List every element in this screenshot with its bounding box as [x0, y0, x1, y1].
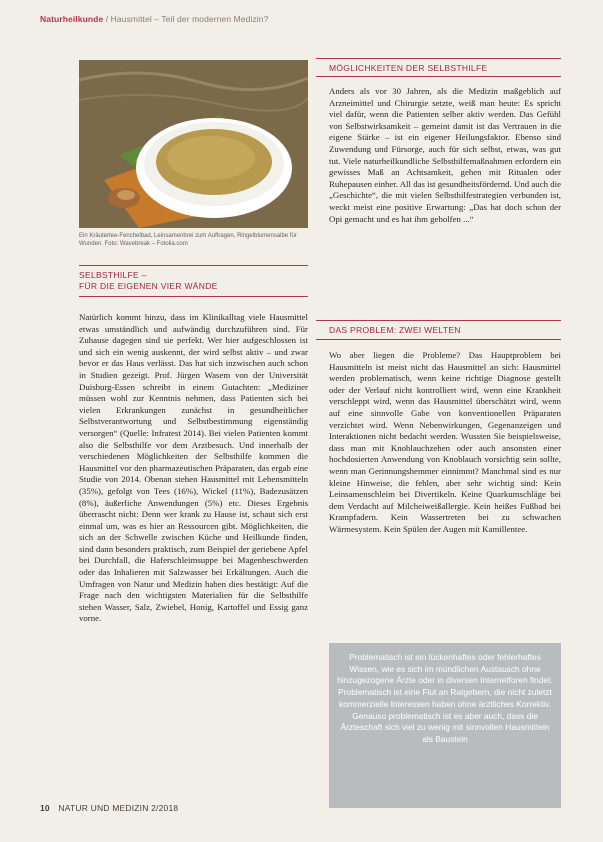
right-heading1-rule-top	[316, 58, 561, 59]
right-heading-1: MÖGLICHKEITEN DER SELBSTHILFE	[329, 63, 488, 73]
left-heading	[79, 270, 308, 292]
right-column-text-1	[329, 86, 561, 225]
left-heading-rule-top	[79, 265, 308, 266]
photo-caption: Ein Kräutertee-Fenchelbad, Leinsamenbrei zum Auftragen, Ringelblumensalbe für Wunden. Foto: Wavebreak – Fotolia.com	[79, 233, 297, 247]
magazine-issue: NATUR UND MEDIZIN 2/2018	[58, 803, 179, 813]
right-heading1-rule-bottom	[316, 76, 561, 77]
photo-illustration	[79, 60, 308, 228]
left-heading-line1: SELBSTHILFE –	[79, 270, 147, 280]
left-column-text	[79, 312, 308, 625]
left-heading-line2: FÜR DIE EIGENEN VIER WÄNDE	[79, 281, 218, 291]
right-heading-2: DAS PROBLEM: ZWEI WELTEN	[329, 325, 461, 335]
highlight-box	[329, 643, 561, 808]
photo-tea-bowl	[79, 60, 308, 228]
header-section: Naturheilkunde	[40, 14, 104, 24]
running-header	[40, 14, 268, 24]
right-body-paragraph-2: Wo aber liegen die Probleme? Das Hauptproblem bei Hausmitteln ist meist nicht das Hausmittel an sich: Hausmittel werden problematisch, wenn keine richtige Diagnose gestellt oder der Verlauf nicht kontrolliert wird, wenn eine Krankheit verschleppt wird, wenn das Hausmittel überschätzt wird, wenn auf eine sinnvolle Gabe von konventionellen Präparaten verzichtet wird. Wenn Nebenwirkungen, Gegenanzeigen und Interaktionen nicht bedacht werden. Wussten Sie beispielsweise, dass man mit Knoblauchzehen oder auch ansonsten einer hochdosierten Anwendung von Knoblauch vorsichtig sein sollte, wenn man Gerinnungshemmer einnimmt? Manchmal sind es nur kleine Hinweise, die fehlen, aber sehr wichtig sind: Kein Leinsamenschleim bei Divertikeln. Keine Quarkumschläge bei dem Verdacht auf Milcheiweißallergie. Kein heißes Fußbad bei Krampfadern. Kein Wassertreten bei zu schwachen Wärmesystem. Kein Spülen der Augen mit Kamillentee.	[329, 350, 561, 534]
right-heading2-rule-top	[316, 320, 561, 321]
left-heading-rule-bottom	[79, 296, 308, 297]
highlight-box-text: Problematisch ist ein lückenhaftes oder fehlerhaftes Wissen, wie es sich im mündlichen Austausch ohne hinzugezogene Ärzte oder in diversen Internetforen findet. Problematisch ist eine Flut an Ratgebern, die nicht zuletzt kommerzielle Interessen haben ohne ärztliches Korrektiv. Genauso problematisch ist es aber auch, dass die Ärzteschaft sich viel zu wenig mit sinnvollen Hausmitteln als Baustein	[337, 652, 553, 744]
right-column-text-2	[329, 350, 561, 536]
page-number: 10	[40, 803, 50, 813]
header-title: / Hausmittel – Teil der modernen Medizin?	[105, 14, 269, 24]
right-body-paragraph-1: Anders als vor 30 Jahren, als die Medizin maßgeblich auf Arzneimittel und Chirurgie setzte, weiß man heute: Es spricht viel dafür, wenn die Patienten selber aktiv werden. Das Gefühl von Selbstwirksamkeit – gemeint damit ist das Vertrauen in die eigene Stärke – ist ein eigener Heilungsfaktor. Ebenso sind Zuwendung und Fürsorge, auch für sich selbst, etwas, was gut tut. Viele naturheilkundliche Selbsthilfemaßnahmen erfordern ein gewisses Maß an Achtsamkeit, gehen mit Ritualen oder Ruhepausen einher. All das ist gesundheitsfördernd. Und auch die „Geschichte“, die mit vielen Selbsthilfestrategien verbunden ist, weckt meist eine positive Erwartung: „Das hat doch schon der Opi gemacht und es hat ihm geholfen ...“	[329, 86, 561, 224]
page-footer	[40, 803, 178, 813]
right-heading2-rule-bottom	[316, 339, 561, 340]
left-body-paragraph: Natürlich kommt hinzu, dass im Klinikalltag viele Hausmittel etwas umständlich und aufwändig durchzuführen sind. Für Zuhause dagegen sind sie perfekt. Wer hier aufgeschlossen ist und sich ein wenig auskennt, der wird selbst aktiv – und zwar bevor er das Haus verlässt. Das hat sich inzwischen auch schon in Studien gezeigt. Prof. Jürgen Wasem von der Universität Duisburg-Essen schreibt in einem Gutachten: „Mediziner müssen wohl zur Kenntnis nehmen, dass Patienten sich bei vielen Erkrankungen zunächst in gesundheitlicher Selbstverantwortung und Selbstbestimmung eigenständig versorgen“ (Quelle: Infratest 2014). Bei vielen Patienten kommt also die Selbsthilfe vor dem Arztbesuch. Und innerhalb der verschiedenen Möglichkeiten der Selbsthilfe kommen die Hausmittel vor den pharmazeutischen Präparaten, das ergab eine Studie von 2014. Obenan stehen Hausmittel mit Lebensmitteln (35%), gefolgt von Tees (16%), Wickel (11%), Badezusätzen (8%), äußerliche Anwendungen (5%) etc. Dieses Ergebnis überrascht nicht: Denn wer krank zu Hause ist, schaut sich erst einmal um, was es hier an Ressourcen gibt. Möglichkeiten, die sich an der Schwelle zwischen Küche und Heilkunde finden, sind dann besonders praktisch, zum Beispiel der geriebene Apfel bei Durchfall, die Haferschleimsuppe bei Magenbeschwerden oder das Inhalieren mit Salzwasser bei Erkältungen. Auch die Umfragen von Natur und Medizin haben dies bestätigt: Auf die Frage nach den wichtigsten Materialien für die Selbsthilfe stehen Wasser, Salz, Zwiebel, Honig, Kartoffel und Essig ganz vorne.	[79, 312, 308, 624]
